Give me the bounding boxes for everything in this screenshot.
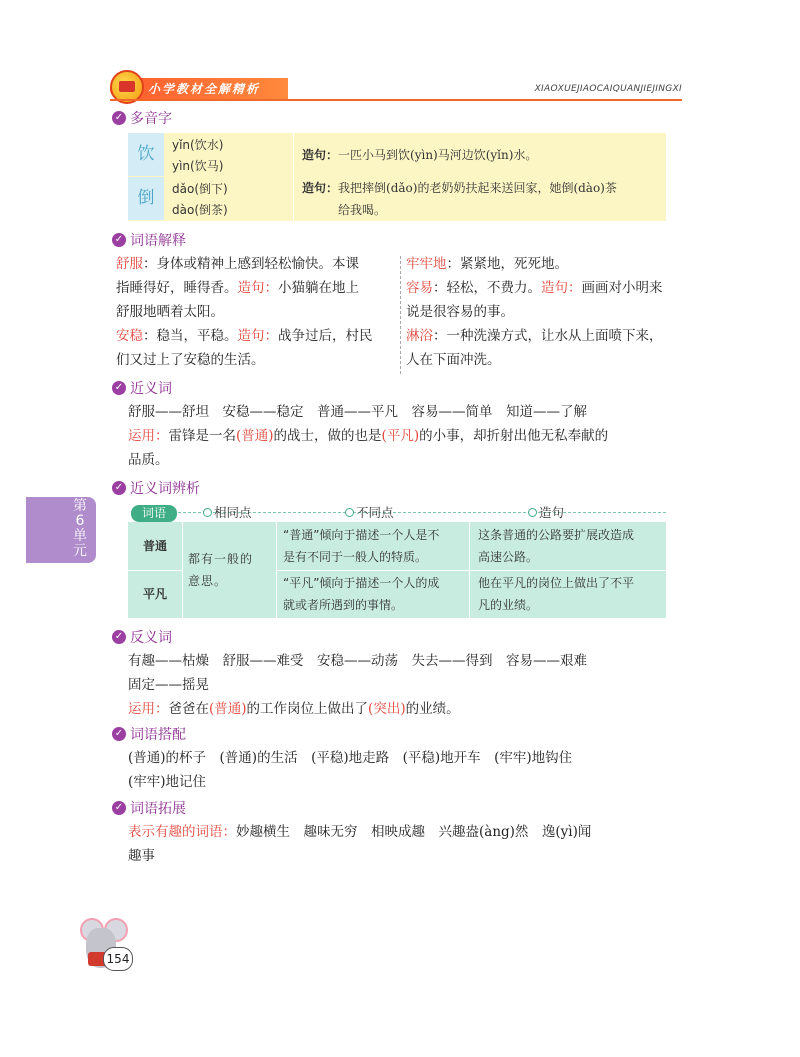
section-expansion (112, 798, 186, 818)
explain-entry: 淋浴：一种洗澡方式，让水从上面喷下来， 人在下面冲洗。 (406, 328, 663, 368)
sentence-label: 造句： (302, 181, 339, 195)
collocation-body: (普通)的杯子 (普通)的生活 (平稳)地走路 (平稳)地开车 (牢牢)地钩住 (牢牢)地记住 (128, 750, 573, 790)
section-title: 反义词 (130, 630, 172, 646)
section-title: 近义词 (130, 381, 172, 397)
header-pinyin: XIAOXUEJIAOCAIQUANJIEJINGXI (534, 84, 682, 94)
table-hline (128, 570, 182, 571)
column-header-same: 相同点 (203, 503, 252, 521)
word-cell: 普通 (142, 539, 167, 553)
section-title: 近义词辨析 (130, 481, 200, 497)
synonym-pairs: 舒服——舒坦 安稳——稳定 普通——平凡 容易——简单 知道——了解 (128, 404, 587, 420)
same-cell: 都有一般的 意思。 (188, 552, 254, 588)
antonym-pairs: 有趣——枯燥 舒服——难受 安稳——动荡 失去——得到 容易——艰难 (128, 653, 587, 669)
reading: dào(倒茶) (172, 203, 228, 217)
section-title: 词语解释 (130, 233, 186, 249)
section-polyphonic (112, 108, 172, 128)
diff-cell: “普通”倾向于描述一个人是不 是有不同于一般人的特质。 (283, 528, 440, 564)
polyphonic-row (128, 177, 666, 221)
antonyms-body (128, 649, 688, 721)
section-collocation (112, 724, 186, 744)
check-icon: ✓ (112, 801, 126, 815)
sentence-cell: 他在平凡的岗位上做出了不平 凡的业绩。 (478, 576, 635, 612)
explain-entry: 容易：轻松，不费力。造句：画画对小明来 说是很容易的事。 (406, 280, 663, 320)
dot-icon (345, 508, 354, 517)
reading: yìn(饮马) (172, 159, 224, 173)
section-title: 词语拓展 (130, 801, 186, 817)
word-cell: 平凡 (142, 587, 167, 601)
sentence-text: 我把摔倒(dǎo)的老奶奶扶起来送回家，她倒(dào)茶 (338, 181, 617, 195)
table-vline (182, 522, 183, 618)
example-sentence (302, 177, 617, 221)
example-sentence (302, 144, 537, 166)
sentence-label: 造句： (302, 148, 339, 162)
diff-cell: “平凡”倾向于描述一个人的成 就或者所遇到的事情。 (283, 576, 440, 612)
book-logo-inner (119, 81, 135, 92)
synonyms-body (128, 400, 688, 472)
sentence-text: 一匹小马到饮(yìn)马河边饮(yǐn)水。 (338, 148, 538, 162)
antonym-usage: 运用：爸爸在(普通)的工作岗位上做出了(突出)的业绩。 (128, 701, 460, 717)
polyphonic-row (128, 133, 666, 177)
section-title: 词语搭配 (130, 727, 186, 743)
column-divider (293, 133, 294, 221)
sentence-cell: 这条普通的公路要扩展改造成 高速公路。 (478, 528, 635, 564)
check-icon: ✓ (112, 630, 126, 644)
explain-right (406, 252, 686, 372)
sentence-text: 给我喝。 (338, 203, 387, 217)
explain-entry: 牢牢地：紧紧地，死死地。 (406, 256, 568, 272)
polyphonic-char: 饮 (128, 133, 164, 176)
section-synonyms (112, 378, 172, 398)
column-header-diff: 不同点 (345, 503, 394, 521)
polyphonic-char: 倒 (128, 177, 164, 220)
polyphonic-table (128, 133, 666, 221)
reading: yǐn(饮水) (172, 138, 224, 152)
table-hline (276, 570, 666, 571)
section-title: 多音字 (130, 111, 172, 127)
check-icon: ✓ (112, 233, 126, 247)
check-icon: ✓ (112, 381, 126, 395)
antonym-pairs: 固定——摇晃 (128, 677, 209, 693)
reading: dǎo(倒下) (172, 182, 228, 196)
page-number: 154 (103, 947, 133, 971)
check-icon: ✓ (112, 111, 126, 125)
synonym-usage: 运用：雷锋是一名(普通)的战士，做的也是(平凡)的小事，却折射出他无私奉献的 品质。 (128, 428, 609, 468)
section-synonym-analysis (112, 478, 200, 498)
explain-entry: 舒服：身体或精神上感到轻松愉快。本课 指睡得好，睡得香。造句：小猫躺在地上 舒服地晒着太阳。 (116, 256, 359, 320)
synonym-comparison-table (128, 522, 666, 618)
column-header-sentence: 造句 (528, 503, 564, 521)
column-divider (400, 256, 401, 374)
dot-icon (203, 508, 212, 517)
check-icon: ✓ (112, 481, 126, 495)
explain-entry: 安稳：稳当，平稳。造句：战争过后，村民 们又过上了安稳的生活。 (116, 328, 373, 368)
section-explain (112, 230, 186, 250)
header-title: 小学教材全解精析 (148, 82, 261, 96)
expansion-body: 表示有趣的词语：妙趣横生 趣味无穷 相映成趣 兴趣盎(àng)然 逸(yì)闻 趣事 (128, 824, 592, 864)
dot-icon (528, 508, 537, 517)
header-rule (110, 99, 682, 101)
section-antonyms (112, 627, 172, 647)
explain-left (116, 252, 396, 372)
column-tag-word: 词语 (131, 505, 177, 522)
unit-side-label: 第 6 单 元 (73, 498, 87, 559)
check-icon: ✓ (112, 727, 126, 741)
